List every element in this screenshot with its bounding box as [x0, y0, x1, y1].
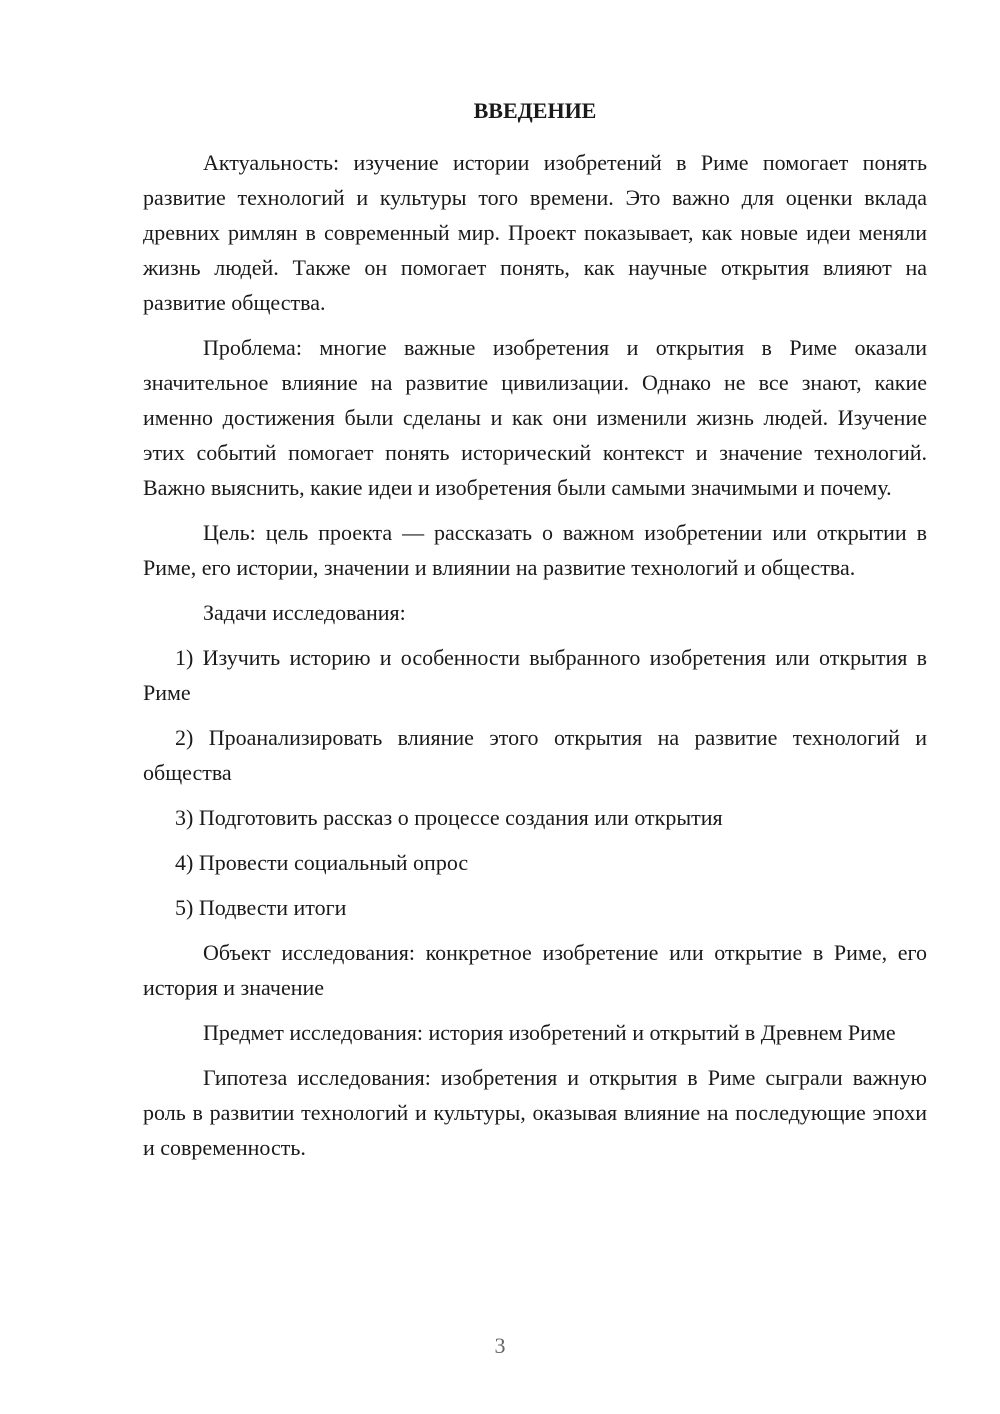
task-item-3: 3) Подготовить рассказ о процессе создания или открытия [175, 805, 723, 830]
problem-paragraph: Проблема: многие важные изобретения и открытия в Риме оказали значительное влияние на развитие цивилизации. Однако не все знают, какие именно достижения были сделаны и как они изменили жизнь людей. Изучение этих событий помогает понять исторический контекст и значение технологий. Важно выяснить, какие идеи и изобретения были самыми значимыми и почему. [143, 335, 927, 500]
hypothesis-paragraph: Гипотеза исследования: изобретения и открытия в Риме сыграли важную роль в развитии технологий и культуры, оказывая влияние на последующие эпохи и современность. [143, 1065, 927, 1160]
object-paragraph: Объект исследования: конкретное изобретение или открытие в Риме, его история и значение [143, 940, 927, 1000]
goal-paragraph: Цель: цель проекта — рассказать о важном изобретении или открытии в Риме, его истории, значении и влиянии на развитие технологий и общества. [143, 520, 927, 580]
page-title: ВВЕДЕНИЕ [473, 98, 597, 123]
task-item-4: 4) Провести социальный опрос [175, 850, 469, 875]
document-page [143, 97, 927, 1175]
task-item-5: 5) Подвести итоги [175, 895, 347, 920]
task-item-2: 2) Проанализировать влияние этого открытия на развитие технологий и общества [143, 725, 927, 785]
subject-paragraph: Предмет исследования: история изобретений и открытий в Древнем Риме [203, 1020, 896, 1045]
page-number: 3 [494, 1333, 506, 1358]
tasks-heading: Задачи исследования: [203, 600, 406, 625]
task-item-1: 1) Изучить историю и особенности выбранного изобретения или открытия в Риме [143, 645, 927, 705]
relevance-paragraph: Актуальность: изучение истории изобретений в Риме помогает понять развитие технологий и культуры того времени. Это важно для оценки вклада древних римлян в современный мир. Проект показывает, как новые идеи меняли жизнь людей. Также он помогает понять, как научные открытия влияют на развитие общества. [143, 150, 927, 315]
